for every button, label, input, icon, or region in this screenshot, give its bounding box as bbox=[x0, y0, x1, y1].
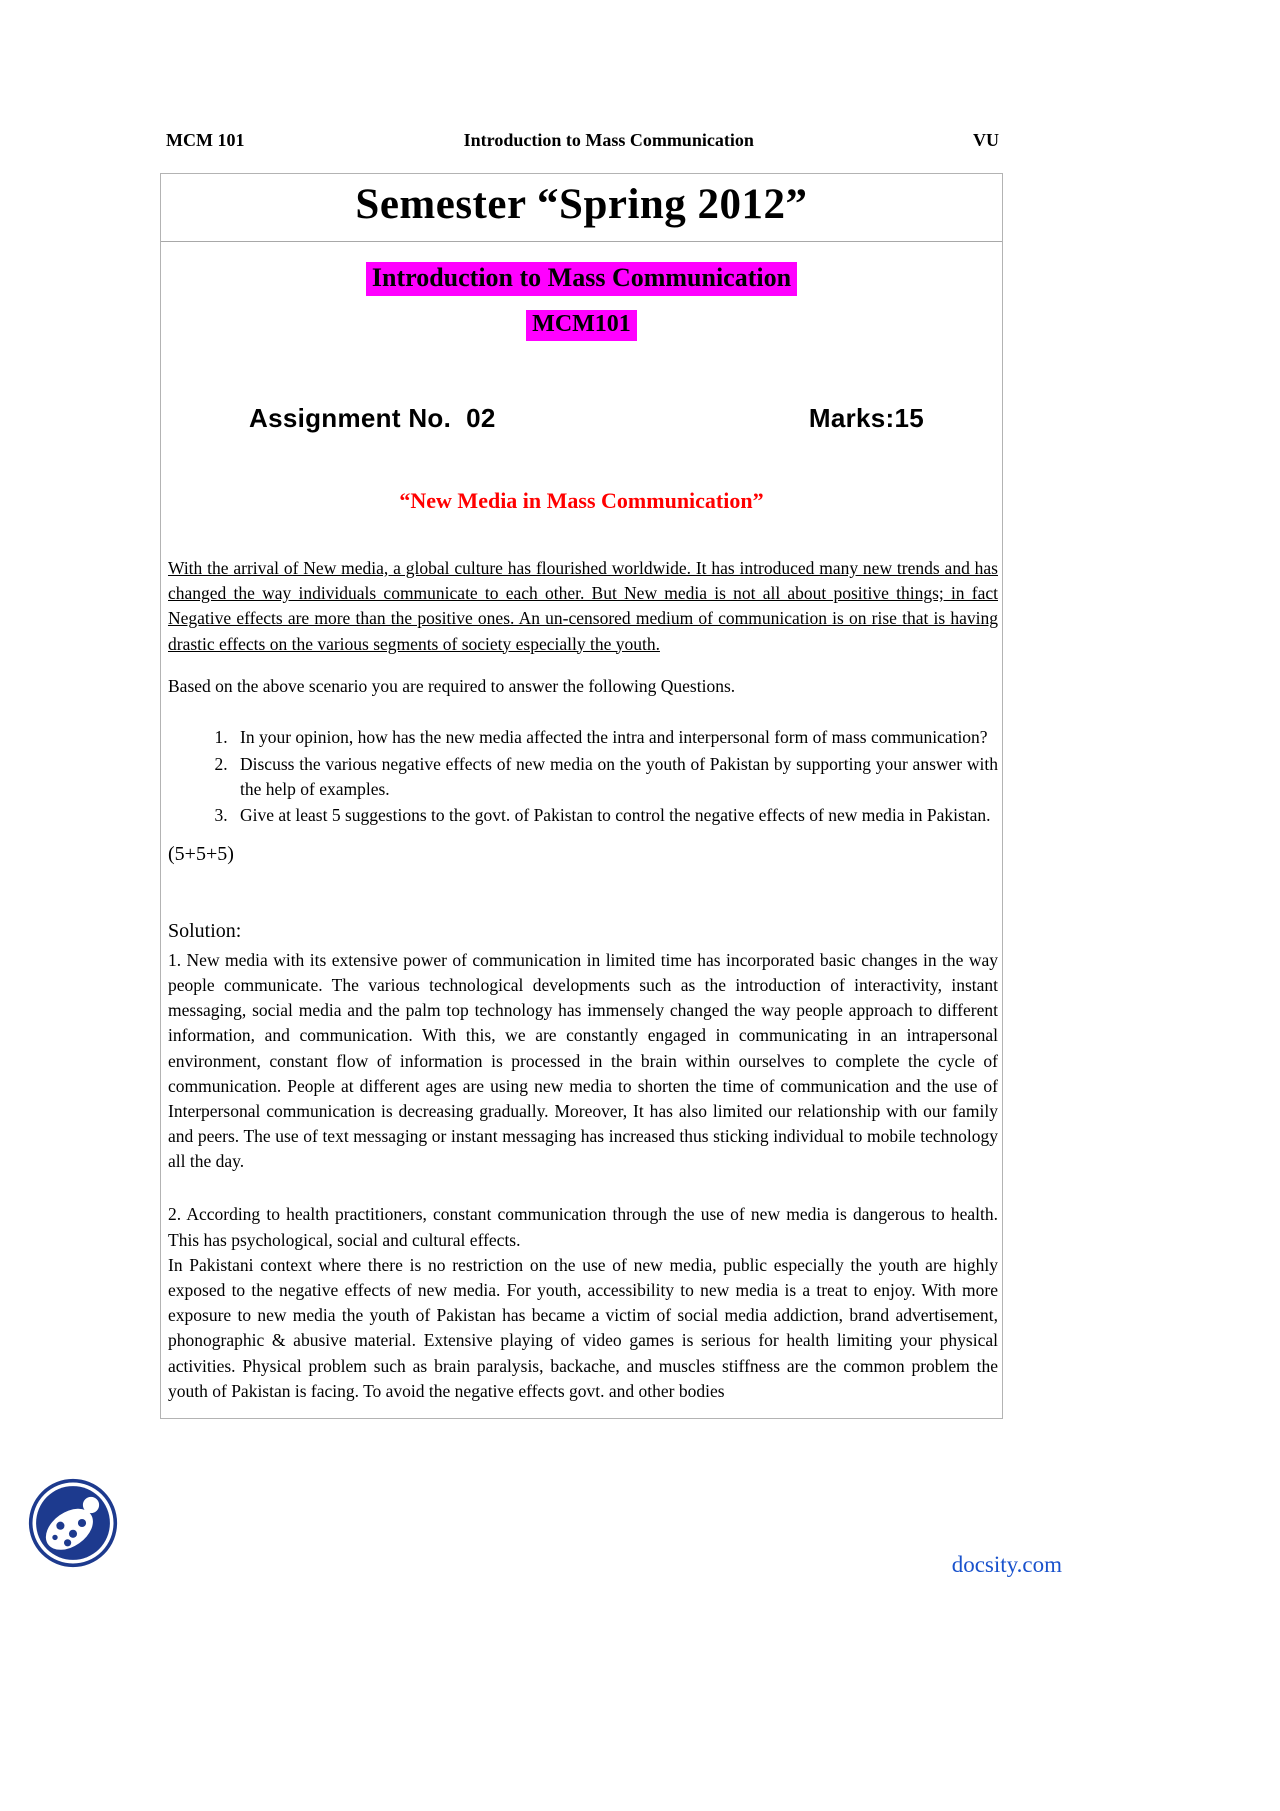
assignment-number: Assignment No. 02 bbox=[249, 403, 496, 433]
header-university: VU bbox=[973, 130, 999, 150]
header-course-title: Introduction to Mass Communication bbox=[463, 130, 754, 150]
solution-label: Solution: bbox=[168, 919, 242, 942]
scenario-paragraph: With the arrival of New media, a global culture has flourished worldwide. It has introduced many new trends and has changed the way individuals communicate to each other. But New media is not all about positive things; in fact Negative effects are more than the positive ones. An un-censored medium of communication is on rise that is having drastic effects on the various segments of society especially the youth. bbox=[168, 558, 998, 654]
marks-distribution: (5+5+5) bbox=[168, 843, 234, 866]
semester-title: Semester “Spring 2012” bbox=[355, 181, 808, 228]
solution-paragraph-3: In Pakistani context where there is no restriction on the use of new media, public especially the youth are highly exposed to the negative effects of new media. For youth, accessibility to new media is a treat to enjoy. With more exposure to new media the youth of Pakistan has became a victim of social media addiction, brand advertisement, phonographic & abusive material. Extensive playing of video games is serious for health limiting your physical activities. Physical problem such as brain paralysis, backache, and muscles stiffness are the common problem the youth of Pakistan is facing. To avoid the negative effects govt. and other bodies bbox=[168, 1254, 998, 1401]
question-item-3: 3. Give at least 5 suggestions to the govt. of Pakistan to control the negative effects of new media in Pakistan. bbox=[232, 803, 998, 828]
scenario-instruction: Based on the above scenario you are required to answer the following Questions. bbox=[168, 676, 736, 697]
page-header bbox=[160, 130, 1003, 151]
document-body bbox=[161, 556, 1002, 1404]
question-item-2: 2. Discuss the various negative effects of new media on the youth of Pakistan by supporting your answer with the help of examples. bbox=[232, 752, 998, 802]
questions-list bbox=[168, 725, 998, 828]
docsity-link[interactable]: docsity.com bbox=[951, 1552, 1062, 1577]
highlighted-course-title-row bbox=[161, 262, 1002, 296]
question-item-1: 1. In your opinion, how has the new media affected the intra and interpersonal form of mass communication? bbox=[232, 725, 998, 750]
assignment-row bbox=[161, 403, 1002, 434]
highlighted-course-title: Introduction to Mass Communication bbox=[366, 262, 797, 296]
solution-paragraph-1: 1. New media with its extensive power of communication in limited time has incorporated basic changes in the way people communicate. The various technological developments such as the introduction of interactivity, instant messaging, social media and the palm top technology has immensely changed the way people approach to different information, and communication. With this, we are constantly engaged in communicating in an intrapersonal environment, constant flow of information is processed in the brain within ourselves to complete the cycle of communication. People at different ages are using new media to shorten the time of communication and the use of Interpersonal communication is decreasing gradually. Moreover, It has also limited our relationship with our family and peers. The use of text messaging or instant messaging has increased thus sticking individual to mobile technology all the day. bbox=[168, 949, 998, 1172]
header-course-code: MCM 101 bbox=[166, 130, 245, 150]
assignment-marks: Marks:15 bbox=[808, 403, 924, 433]
docsity-logo-icon bbox=[28, 1478, 118, 1568]
document-page bbox=[160, 130, 1003, 1419]
title-box bbox=[161, 174, 1002, 242]
content-box bbox=[160, 173, 1003, 1419]
highlighted-course-code-row bbox=[161, 310, 1002, 341]
assignment-topic-title: “New Media in Mass Communication” bbox=[399, 488, 764, 513]
highlighted-course-code: MCM101 bbox=[526, 310, 637, 341]
solution-paragraph-2: 2. According to health practitioners, constant communication through the use of new media is dangerous to health. This has psychological, social and cultural effects. bbox=[168, 1204, 998, 1250]
